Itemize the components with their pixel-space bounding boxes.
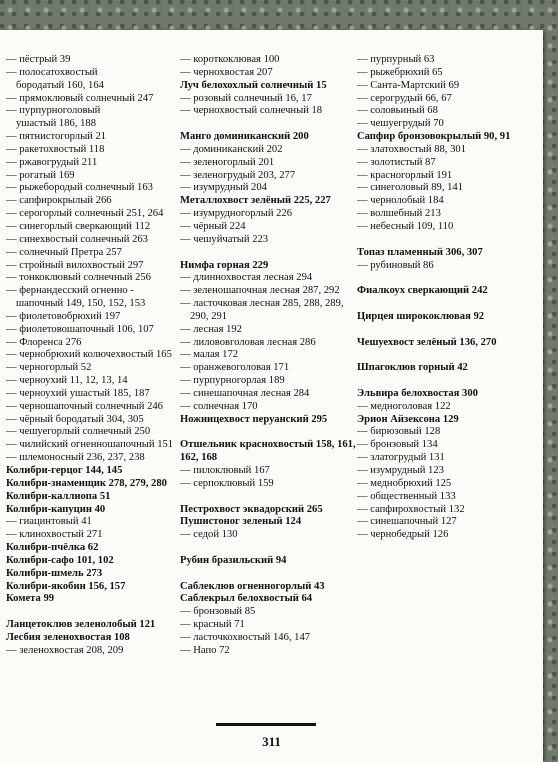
index-entry: 162, 168 (180, 452, 218, 464)
index-gap (357, 324, 537, 337)
index-entry: — солнечный Претра 257 (6, 246, 122, 258)
index-entry: Эрион Айзексона 129 (357, 413, 459, 425)
index-gap (357, 272, 537, 285)
index-entry: — красный 71 (180, 619, 245, 631)
index-gap (6, 606, 174, 619)
index-entry: — пурпурногорлая 189 (180, 375, 285, 387)
index-entry: — чилийский огненношапочный 151 (6, 439, 174, 451)
index-entry: — черноухий 11, 12, 13, 14 (6, 375, 128, 387)
index-entry: Колибри-шмель 273 (6, 567, 103, 579)
index-entry: Эльвира белохвостая 300 (357, 387, 478, 399)
index-entry: Комета 99 (6, 593, 55, 605)
index-entry: — меднобрюхий 125 (357, 477, 452, 489)
book-page (0, 30, 543, 762)
index-entry: Ланцетоклюв зеленолобый 121 (6, 619, 156, 631)
index-entry: — пурпурноголовый (6, 105, 101, 117)
index-entry: — Напо 72 (180, 644, 230, 656)
index-entry: — черногорлый 52 (6, 362, 92, 374)
index-entry: — Санта-Мартский 69 (357, 79, 460, 91)
index-entry: — рыжебрюхий 65 (357, 66, 443, 78)
index-entry: — ласточкохвостый 146, 147 (180, 631, 311, 643)
index-entry: Саблеклюв огненногорлый 43 (180, 580, 325, 592)
index-entry: Пестрохвост эквадорский 265 (180, 503, 323, 515)
index-entry: — чернохвостый солнечный 18 (180, 105, 323, 117)
index-entry: — фиолетовобрюхий 197 (6, 310, 121, 322)
index-entry: — чернолобый 184 (357, 195, 444, 207)
index-entry: — волшебный 213 (357, 208, 441, 220)
index-entry: — лесная 192 (180, 323, 242, 335)
index-entry: — чешуегорлый солнечный 250 (6, 426, 151, 438)
index-gap (180, 542, 356, 555)
index-gap (180, 426, 356, 439)
index-entry: Нимфа горная 229 (180, 259, 269, 271)
index-entry: — Флоренса 276 (6, 336, 82, 348)
index-entry: Отшельник краснохвостый 158, 161, (180, 439, 356, 451)
index-entry: — изумрудный 204 (180, 182, 267, 194)
index-entry: — чёрный 224 (180, 220, 246, 232)
index-entry: Сапфир бронзовокрылый 90, 91 (357, 131, 511, 143)
index-entry: — пёстрый 39 (6, 54, 71, 65)
index-entry: — небесный 109, 110 (357, 220, 454, 232)
index-entry: — доминиканский 202 (180, 143, 283, 155)
index-entry: Саблекрыл белохвостый 64 (180, 593, 313, 605)
index-entry: Шпагоклюв горный 42 (357, 362, 468, 374)
index-entry: — зеленогорлый 201 (180, 156, 275, 168)
index-entry: — сапфирокрылый 266 (6, 195, 112, 207)
index-entry: — черноухий ушастый 185, 187 (6, 387, 150, 399)
index-entry: — синегорлый сверкающий 112 (6, 220, 151, 232)
index-entry: — изумрудногорлый 226 (180, 208, 293, 220)
index-gap (180, 247, 356, 260)
index-gap (357, 375, 537, 388)
index-entry: бородатый 160, 164 (16, 79, 104, 91)
index-entry: — чернохвостая 207 (180, 66, 273, 78)
index-entry: — прямоклювый солнечный 247 (6, 92, 154, 104)
index-entry: — пурпурный 63 (357, 54, 435, 65)
index-entry: — малая 172 (180, 349, 239, 361)
index-entry: — стройный вилохвостый 297 (6, 259, 144, 271)
index-entry: Колибри-капуцин 40 (6, 503, 106, 515)
index-entry: — синешапочная лесная 284 (180, 387, 310, 399)
page-number: 311 (262, 734, 281, 749)
index-entry: — медноголовая 122 (357, 400, 451, 412)
index-entry: — клинохвостый 271 (6, 529, 103, 541)
index-entry: Колибри-знаменщик 278, 279, 280 (6, 477, 167, 489)
index-column-3 (357, 54, 537, 542)
index-entry: — солнечная 170 (180, 400, 258, 412)
index-entry: — чернобрюхий колючехвостый 165 (6, 349, 172, 361)
index-entry: Колибри-каллиопа 51 (6, 490, 111, 502)
index-entry: — ракетохвостый 118 (6, 143, 105, 155)
index-entry: — золотистый 87 (357, 156, 436, 168)
index-entry: — изумрудный 123 (357, 465, 444, 476)
index-entry: Манго доминиканский 200 (180, 131, 309, 143)
index-entry: — шлемоносный 236, 237, 238 (6, 452, 145, 464)
index-gap (357, 349, 537, 362)
index-entry: — тонкоклювый солнечный 256 (6, 272, 151, 284)
index-entry: Фиалкоух сверкающий 242 (357, 285, 488, 297)
index-entry: — пилоклювый 167 (180, 465, 270, 476)
index-gap (357, 234, 537, 247)
index-entry: — бирюзовый 128 (357, 426, 441, 438)
index-entry: — фиолетовошапочный 106, 107 (6, 323, 154, 335)
index-entry: Луч белохохлый солнечный 15 (180, 79, 327, 91)
index-entry: — бронзовый 85 (180, 606, 256, 618)
index-entry: — чёрный бородатый 304, 305 (6, 413, 144, 425)
index-entry: Топаз пламенный 306, 307 (357, 246, 483, 258)
index-entry: — черношапочный солнечный 246 (6, 400, 163, 412)
index-entry: — красногорлый 191 (357, 169, 453, 181)
index-entry: — рогатый 169 (6, 169, 75, 181)
index-entry: — серпоклювый 159 (180, 477, 274, 489)
index-entry: — соловьиный 68 (357, 105, 438, 117)
index-entry: 290, 291 (190, 310, 228, 322)
index-entry: Колибри-якобин 156, 157 (6, 580, 126, 592)
index-entry: шапочный 149, 150, 152, 153 (16, 298, 146, 310)
index-entry: — розовый солнечный 16, 17 (180, 92, 312, 104)
index-entry: — серогрудый 66, 67 (357, 92, 452, 104)
index-entry: — длиннохвостая лесная 294 (180, 272, 313, 284)
index-entry: Металлохвост зелёный 225, 227 (180, 195, 331, 207)
index-entry: — серогорлый солнечный 251, 264 (6, 208, 164, 220)
index-entry: — лилововголовая лесная 286 (180, 336, 316, 348)
index-entry: — рубиновый 86 (357, 259, 434, 271)
index-entry: Ножницехвост перуанский 295 (180, 413, 328, 425)
index-entry: — чернобедрый 126 (357, 529, 449, 541)
index-entry: — фернандесский огненно - (6, 285, 134, 297)
index-column-2 (180, 54, 356, 658)
index-entry: — зеленохвостая 208, 209 (6, 644, 124, 656)
index-entry: Лесбия зеленохвостая 108 (6, 631, 130, 643)
index-entry: — синехвостый солнечный 263 (6, 233, 148, 245)
index-entry: — полосатохвостый (6, 66, 98, 78)
index-entry: — златогрудый 131 (357, 452, 445, 464)
index-entry: — оранжевоголовая 171 (180, 362, 290, 374)
index-entry: Колибри-герцог 144, 145 (6, 465, 123, 476)
index-entry: — бронзовый 134 (357, 439, 438, 451)
index-entry: — чешуегрудый 70 (357, 118, 444, 130)
index-gap (180, 568, 356, 581)
index-gap (180, 491, 356, 504)
index-entry: Чешуехвост зелёный 136, 270 (357, 336, 497, 348)
index-entry: — чешуйчатый 223 (180, 233, 269, 245)
index-entry: Колибри-сафо 101, 102 (6, 554, 114, 566)
index-entry: Рубин бразильский 94 (180, 554, 287, 566)
index-entry: Колибри-пчёлка 62 (6, 542, 99, 554)
index-entry: — общественный 133 (357, 490, 456, 502)
index-column-1 (6, 54, 174, 658)
index-entry: — зеленошапочная лесная 287, 292 (180, 285, 340, 297)
index-entry: Пушистоног зеленый 124 (180, 516, 302, 528)
index-entry: — гиацинтовый 41 (6, 516, 92, 528)
index-entry: — рыжебородый солнечный 163 (6, 182, 153, 194)
index-gap (357, 298, 537, 311)
index-entry: — синеголовый 89, 141 (357, 182, 464, 194)
index-gap (180, 118, 356, 131)
index-entry: — пятнистогорлый 21 (6, 131, 107, 143)
index-entry: — синешапочный 127 (357, 516, 457, 528)
index-entry: — седой 130 (180, 529, 238, 541)
index-entry: — зеленогрудый 203, 277 (180, 169, 296, 181)
index-entry: ушастый 186, 188 (16, 118, 97, 130)
footer-rule (216, 723, 316, 726)
index-entry: — ржавогрудый 211 (6, 156, 98, 168)
index-entry: — сапфирохвостый 132 (357, 503, 465, 515)
index-entry: — короткоклювая 100 (180, 54, 280, 65)
index-entry: Цирцея ширококлювая 92 (357, 310, 485, 322)
index-entry: — златохвостый 88, 301 (357, 143, 466, 155)
index-entry: — ласточковая лесная 285, 288, 289, (180, 298, 344, 310)
